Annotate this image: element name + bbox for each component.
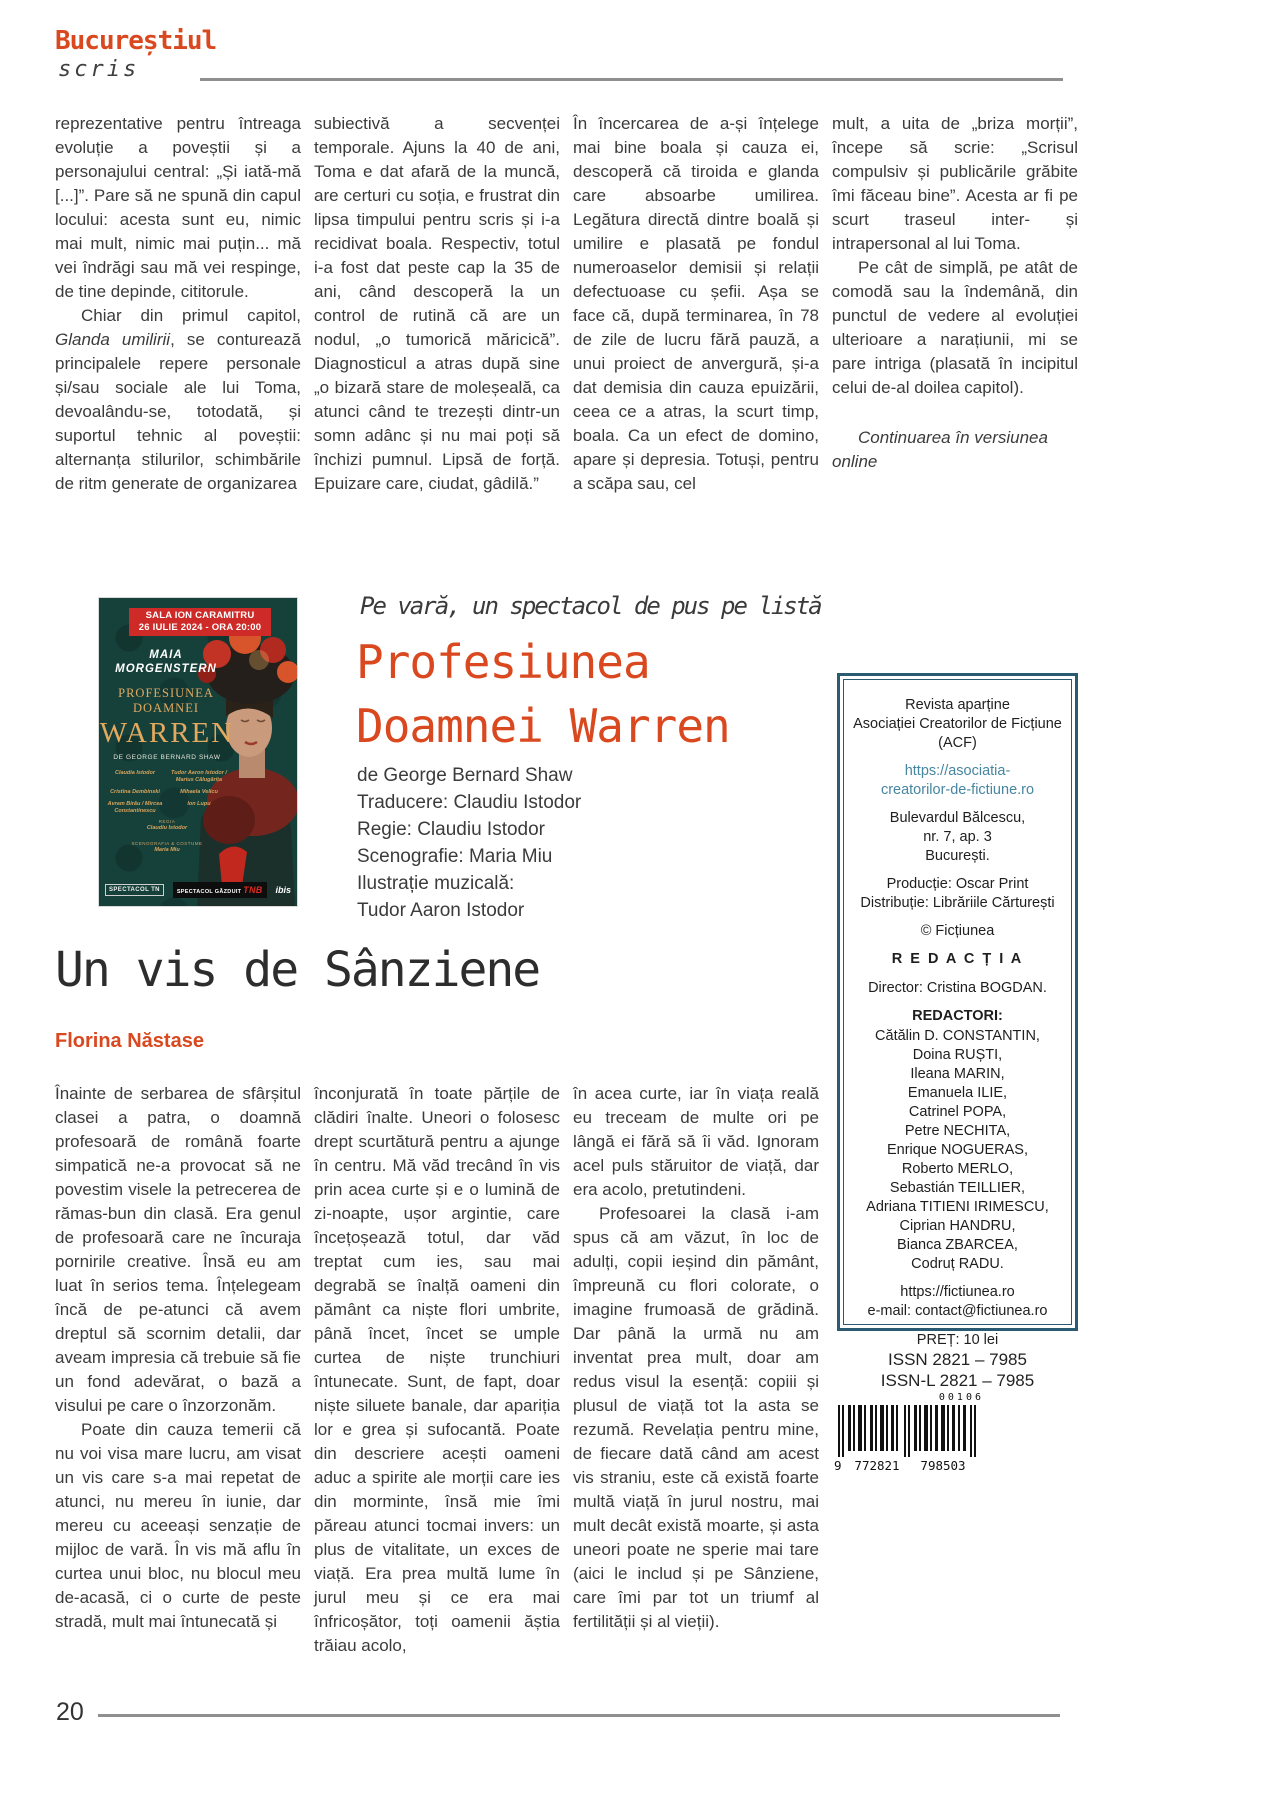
credit-line: Scenografie: Maria Miu <box>357 846 553 867</box>
association-block: Revista aparține Asociației Creatorilor de Ficțiune (ACF) <box>853 697 1062 751</box>
credit-line: Tudor Aaron Istodor <box>357 900 525 921</box>
bottom-article-column-2 <box>314 1082 560 1658</box>
poster-badges <box>105 882 291 898</box>
page-number: 20 <box>56 1698 84 1726</box>
editor-name: Catrinel POPA, <box>908 1104 1007 1120</box>
top-article-column-4 <box>832 112 1078 474</box>
editor-name: Adriana TITIENI IRIMESCU, <box>866 1199 1049 1215</box>
magazine-info-box <box>837 673 1078 1348</box>
tnb-spectacol-badge: SPECTACOL TN <box>105 884 164 896</box>
address-block: Bulevardul Bălcescu, nr. 7, ap. 3 București. <box>889 810 1026 864</box>
fictiunea-link[interactable]: https://fictiunea.ro <box>900 1284 1015 1300</box>
issn-block: ISSN 2821 – 7985 ISSN-L 2821 – 7985 <box>880 1350 1035 1390</box>
magazine-url <box>850 1283 1065 1321</box>
redactori-heading: REDACTORI: <box>912 1008 1003 1024</box>
issue-number: 00106 <box>938 1392 984 1403</box>
bottom-article-column-3 <box>573 1082 819 1634</box>
paragraph: subiectivă a secvenței temporale. Ajuns la 40 de ani, Toma e dat afară de la muncă, are certuri cu soția, e frustrat din lipsa timpului pentru scris și i-a recidivat boala. Respectiv, totul i-a fost dat peste cap la 35 de ani, când descoperă la un control de rutină că are un nodul, „o tumorică măricică”. Diagnosticul a atras după sine „o bizară stare de moleșeală, ca atunci când te trezești dintr-un somn adânc și nu mai poți să închizi pumnul. Lipsă de forță. Epuizare care, ciudat, gâdilă.” <box>314 114 560 493</box>
theater-poster <box>98 597 298 907</box>
poster-scenography-credit: SCENOGRAFIA & COSTUME Maria Miu <box>131 841 203 853</box>
editor-name: Emanuela ILIE, <box>907 1085 1008 1101</box>
ibis-logo: ibis <box>275 885 291 895</box>
paragraph: Înainte de serbarea de sfârșitul clasei a patra, o doamnă profesoară de română foarte simpatică ne-a provocat să ne povestim visele la petrecerea de rămas-bun din clasă. Era genul de profesoară care ne încuraja pornirile creative. Însă eu am luat în serios tema. Înțelegeam încă de pe-atunci că avem dreptul să scornim detalii, dar aveam impresia că trebuie să fie un fond adevărat, o bază a visului pe care o înzorzonăm. <box>55 1084 301 1415</box>
feature-title: Profesiunea Doamnei Warren <box>356 635 730 753</box>
paragraph: Pe cât de simplă, pe atât de comodă sau la îndemână, din punctul de vedere al evoluției ulterioare a narațiunii, mi se pare intriga (plasată în incipitul celui de-al doilea capitol). <box>832 258 1078 397</box>
credit-line: de George Bernard Shaw <box>357 765 573 786</box>
production-block: Producție: Oscar Print Distribuție: Librăriile Cărturești <box>860 876 1055 911</box>
director-line: Director: Cristina BOGDAN. <box>868 980 1047 996</box>
editor-name: Codruț RADU. <box>911 1256 1004 1272</box>
poster-title-main: WARREN <box>99 717 235 749</box>
feature-kicker: Pe vară, un spectacol de pus pe listă <box>360 592 821 620</box>
editor-name: Cătălin D. CONSTANTIN, <box>875 1028 1040 1044</box>
header-rule <box>200 78 1063 81</box>
association-link[interactable]: creatorilor-de-fictiune.ro <box>880 782 1035 798</box>
top-article-column-1 <box>55 112 301 496</box>
poster-cast-list <box>105 770 229 815</box>
poster-director-credit: REGIA Claudiu Istodor <box>146 819 188 831</box>
paragraph: înconjurată în toate părțile de clădiri înalte. Uneori o folosesc drept scurtătură pentru a ajunge în centru. Mă văd trecând în vis prin acea curte și e o lumină de zi-noapte, ușor argintie, care încețoșează totul, dar văd treptat cum ies, sau mai degrabă se înalță oameni din pământ ca niște flori umbrite, până încet, încet se umple curtea de niște trunchiuri întunecate. Sunt, de fapt, doar niște siluete banale, dar apariția lor e grea și sufocantă. Poate din descriere acești oameni aduc a spirite ale morții care ies din morminte, însă mie îmi păreau atunci tocmai invers: un plus de vitalitate, un exces de viață. Era prea multă lume în jurul meu și ce era mai înfricoșător, toți oamenii ăștia trăiau acolo, <box>314 1084 560 1655</box>
paragraph: Poate din cauza temerii că nu voi visa mare lucru, am visat un vis care s-a mai repetat de atunci, nu mereu în iunie, dar mereu cu aceeași senzație de mijloc de vară. În vis mă aflu în curtea unui bloc, nu blocul meu de-acasă, ci o curte de peste stradă, mult mai întunecată și <box>55 1420 301 1631</box>
tnb-logo: TNB <box>243 885 263 895</box>
redactia-heading: R E D A C Ț I A <box>891 951 1024 967</box>
paragraph: mult, a uita de „briza morții”, începe să scrie: „Scrisul compulsiv și publicările grăbite îmi făceau bine”. Acesta ar fi pe scurt traseul inter- și intrapersonal al lui Toma. <box>832 114 1078 253</box>
credit-line: Traducere: Claudiu Istodor <box>357 792 582 813</box>
spectacol-gazduit-badge: SPECTACOL GĂZDUIT TNB <box>173 882 267 898</box>
cast-member: Tudor Aaron Istodor / Marius Călugărița <box>171 770 227 783</box>
footer-rule <box>98 1714 1060 1717</box>
online-continuation-note: Continuarea în versiunea online <box>832 428 1048 471</box>
article-title: Un vis de Sânziene <box>55 942 540 998</box>
editor-name: Roberto MERLO, <box>901 1161 1014 1177</box>
paragraph: Chiar din primul capitol, Glanda umilirii, se conturează principalele repere personale și/sau sociale ale lui Toma, devoalându-se, totodată, și suportul tehnic al poveștii: alternanța stilurilor, schimbările de ritm generate de organizarea <box>55 306 301 493</box>
paragraph: Profesoarei la clasă i-am spus că am văzut, în loc de adulți, copii ieșind din pământ, împreună cu flori colorate, o imagine frumoasă de grădină. Dar până la urmă nu am inventat prea mult, doar am redus visul la esență: copiii și plusul de viață tot la asta se rezumă. Revelația pentru mine, de fiecare dată când am acest vis straniu, este că există foarte multă viață în jurul nostru, mai mult decât există moarte, și asta uneori poate ne sperie mai tare (aici le includ și pe Sânziene, care îmi par tot un triumf al fertilității și al vieții). <box>573 1204 819 1631</box>
editor-name: Bianca ZBARCEA, <box>897 1237 1018 1253</box>
book-title: Glanda umilirii <box>55 330 171 349</box>
paragraph: În încercarea de a-și înțelege mai bine boala și cauza ei, descoperă că tiroida e glanda care absoarbe umilirea. Legătura directă dintre boală și umilire e plasată pe fondul numeroaselor demisii și relații defectuoase cu șefii. Așa se face că, după terminarea, în 78 de zile de lucru fără pauză, a unui proiect de anvergură, și-a dat demisia din cauza epuizării, ceea ce a atras, la scurt timp, boala. Ca un efect de domino, apare și depresia. Totuși, pentru a scăpa sau, cel <box>573 114 819 493</box>
bottom-article-column-1 <box>55 1082 301 1634</box>
editor-name: Ileana MARIN, <box>910 1066 1005 1082</box>
cast-member: Avram Birău / Mircea Constantinescu <box>107 801 163 814</box>
association-link[interactable]: https://asociatia- <box>904 763 1011 779</box>
editor-name: Sebastián TEILLIER, <box>889 1180 1026 1196</box>
credit-line: Ilustrație muzicală: <box>357 873 515 894</box>
editor-name: Ciprian HANDRU, <box>899 1218 1016 1234</box>
paragraph: reprezentative pentru întreaga evoluție a poveștii și a personajului central: „Și iată-mă [...]”. Pare să ne spună din capul locului: acesta sunt eu, nimic mai mult, nimic mai puțin... mă vei îndrăgi sau mă vei respinge, de tine depinde, cititorule. <box>55 114 301 301</box>
paragraph: în acea curte, iar în viața reală eu treceam de multe ori pe lângă ei fără să îi văd. Ignoram acel puls stăruitor de viață, dar era acolo, pretutindeni. <box>573 1084 819 1199</box>
cast-member: Claudia Istodor <box>114 770 156 776</box>
masthead-subtitle: scris <box>58 57 140 82</box>
credit-line: Regie: Claudiu Istodor <box>357 819 545 840</box>
barcode-bars <box>834 1405 980 1457</box>
masthead-title: Bucureștiul <box>55 26 217 56</box>
poster-venue: SALA ION CARAMITRU <box>145 610 255 621</box>
editor-name: Petre NECHITA, <box>904 1123 1011 1139</box>
poster-title-small: PROFESIUNEA DOAMNEI <box>118 686 214 715</box>
feature-credits <box>357 762 581 924</box>
barcode <box>834 1392 984 1478</box>
top-article-column-3 <box>573 112 819 496</box>
cast-member: Mihaela Velicu <box>180 789 218 795</box>
poster-playwright: DE GEORGE BERNARD SHAW <box>113 754 221 761</box>
article-author: Florina Năstase <box>55 1030 204 1052</box>
editor-name: Doina RUȘTI, <box>912 1047 1003 1063</box>
poster-date: 26 IULIE 2024 - ORA 20:00 <box>138 622 262 633</box>
association-url <box>850 762 1065 800</box>
barcode-digits: 9 772821 798503 <box>834 1458 966 1473</box>
cast-member: Cristina Dembinski <box>110 789 160 795</box>
copyright: © Ficțiunea <box>920 923 995 939</box>
poster-banner <box>129 608 271 636</box>
price-line: PREȚ: 10 lei <box>916 1332 999 1348</box>
cast-member: Ion Lupu <box>187 801 211 807</box>
poster-actor-name: MAIA MORGENSTERN <box>115 649 217 675</box>
editor-name: Enrique NOGUERAS, <box>886 1142 1029 1158</box>
contact-email[interactable]: e-mail: contact@fictiunea.ro <box>867 1303 1048 1319</box>
top-article-column-2 <box>314 112 560 496</box>
redactori-list <box>850 1027 1065 1274</box>
